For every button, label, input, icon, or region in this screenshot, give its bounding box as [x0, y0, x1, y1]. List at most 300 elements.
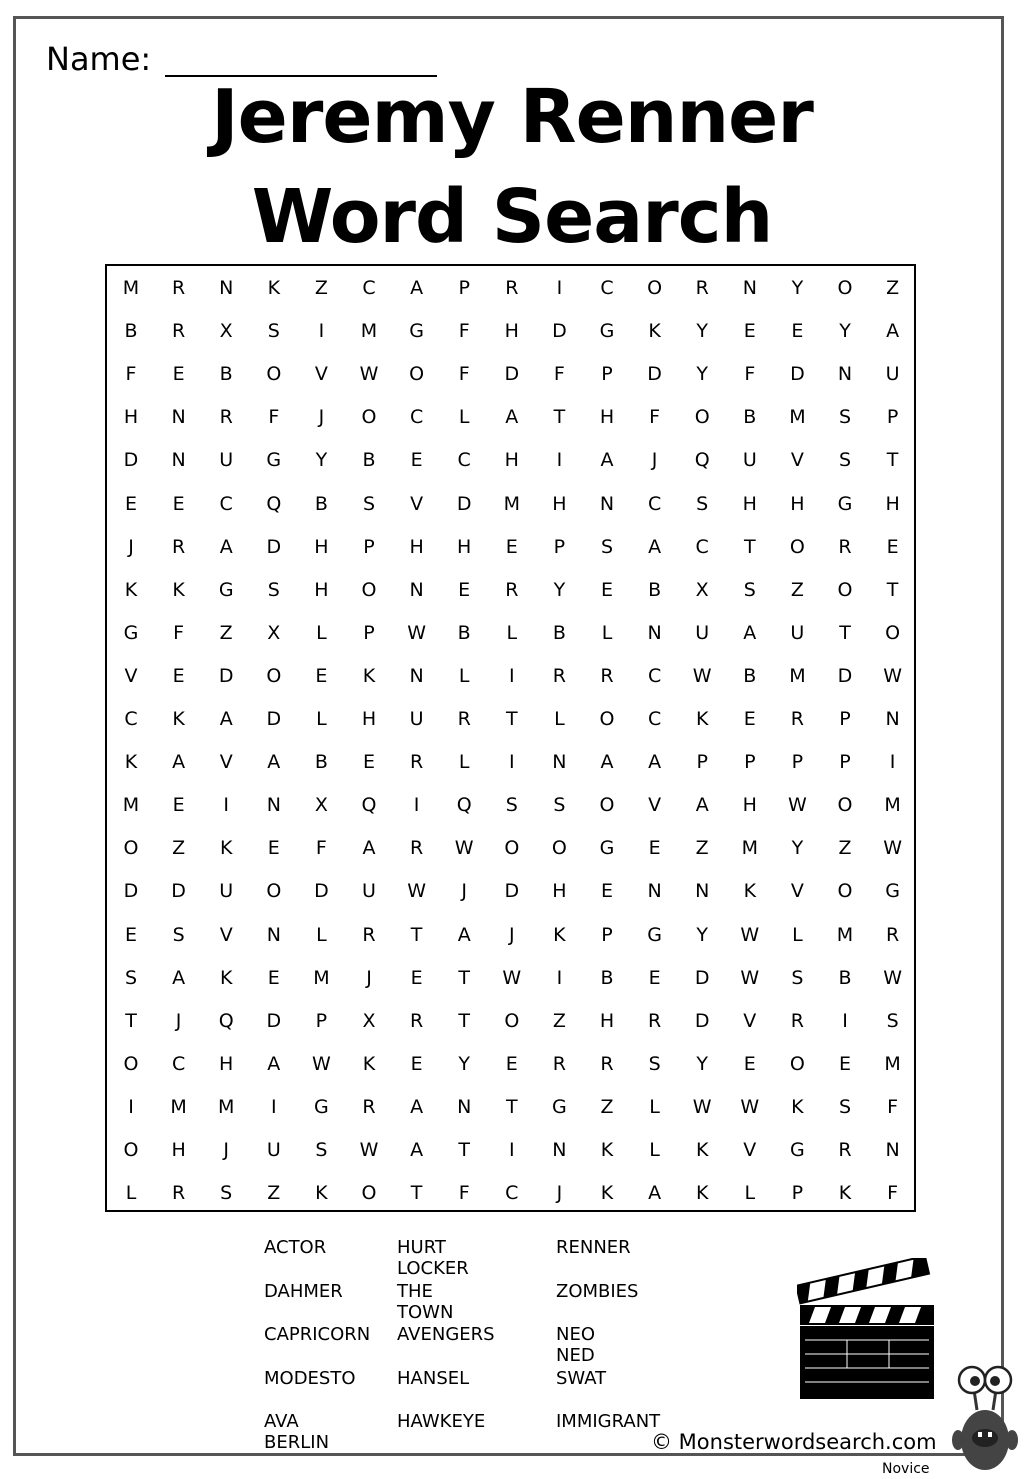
- grid-letter[interactable]: R: [409, 751, 424, 774]
- grid-letter[interactable]: D: [552, 320, 567, 343]
- grid-letter[interactable]: K: [695, 708, 709, 730]
- grid-letter[interactable]: T: [410, 923, 423, 946]
- grid-letter[interactable]: C: [124, 708, 138, 730]
- grid-letter[interactable]: I: [223, 794, 229, 817]
- grid-letter[interactable]: A: [410, 1095, 424, 1118]
- grid-letter[interactable]: D: [171, 880, 186, 903]
- grid-letter[interactable]: V: [790, 880, 804, 903]
- grid-letter[interactable]: Y: [696, 320, 708, 343]
- grid-letter[interactable]: B: [457, 621, 471, 644]
- grid-letter[interactable]: E: [172, 492, 185, 515]
- grid-letter[interactable]: H: [504, 320, 519, 343]
- grid-letter[interactable]: I: [270, 1095, 277, 1118]
- grid-letter[interactable]: S: [124, 966, 138, 989]
- grid-letter[interactable]: X: [362, 1009, 376, 1032]
- grid-letter[interactable]: S: [838, 406, 852, 429]
- grid-letter[interactable]: R: [171, 535, 186, 558]
- grid-letter[interactable]: V: [124, 664, 138, 687]
- grid-letter[interactable]: B: [362, 449, 376, 472]
- grid-letter[interactable]: P: [601, 923, 613, 946]
- grid-letter[interactable]: L: [506, 621, 518, 644]
- grid-letter[interactable]: H: [123, 406, 139, 429]
- grid-letter[interactable]: M: [122, 277, 140, 299]
- grid-letter[interactable]: O: [409, 363, 425, 386]
- grid-letter[interactable]: P: [696, 751, 708, 774]
- grid-letter[interactable]: O: [551, 837, 567, 860]
- grid-letter[interactable]: T: [553, 406, 566, 429]
- grid-letter[interactable]: R: [219, 406, 233, 429]
- grid-letter[interactable]: X: [267, 621, 281, 644]
- grid-letter[interactable]: C: [647, 664, 662, 687]
- grid-letter[interactable]: E: [648, 837, 661, 860]
- grid-letter[interactable]: I: [508, 1139, 515, 1161]
- grid-letter[interactable]: C: [409, 406, 424, 429]
- grid-letter[interactable]: S: [838, 1095, 852, 1118]
- grid-letter[interactable]: V: [219, 751, 233, 774]
- grid-letter[interactable]: G: [409, 320, 424, 343]
- grid-letter[interactable]: E: [124, 923, 137, 946]
- grid-letter[interactable]: P: [315, 1009, 328, 1032]
- grid-letter[interactable]: E: [410, 1052, 423, 1075]
- grid-letter[interactable]: Y: [315, 449, 328, 472]
- grid-letter[interactable]: B: [648, 578, 662, 601]
- grid-letter[interactable]: E: [172, 363, 185, 386]
- grid-letter[interactable]: R: [552, 1052, 566, 1075]
- grid-letter[interactable]: V: [410, 492, 424, 515]
- grid-letter[interactable]: E: [743, 708, 756, 730]
- grid-letter[interactable]: T: [886, 578, 899, 601]
- grid-letter[interactable]: E: [886, 535, 899, 558]
- grid-letter[interactable]: V: [219, 923, 233, 946]
- grid-letter[interactable]: A: [648, 535, 662, 558]
- grid-letter[interactable]: Z: [314, 277, 328, 299]
- grid-letter[interactable]: S: [648, 1052, 661, 1075]
- grid-letter[interactable]: J: [461, 880, 467, 903]
- grid-letter[interactable]: W: [311, 1052, 331, 1075]
- grid-letter[interactable]: D: [790, 363, 805, 386]
- grid-letter[interactable]: D: [123, 880, 139, 903]
- grid-letter[interactable]: O: [361, 406, 377, 429]
- grid-letter[interactable]: O: [837, 277, 853, 299]
- grid-letter[interactable]: J: [175, 1009, 182, 1032]
- grid-letter[interactable]: K: [362, 1052, 376, 1075]
- grid-letter[interactable]: A: [505, 406, 519, 429]
- grid-letter[interactable]: R: [171, 1182, 186, 1205]
- grid-letter[interactable]: P: [791, 751, 804, 774]
- grid-letter[interactable]: I: [128, 1095, 134, 1118]
- grid-letter[interactable]: D: [314, 880, 329, 903]
- grid-letter[interactable]: R: [838, 1139, 852, 1161]
- grid-letter[interactable]: W: [740, 1095, 760, 1118]
- grid-letter[interactable]: X: [695, 578, 709, 601]
- grid-letter[interactable]: M: [217, 1095, 235, 1118]
- grid-letter[interactable]: K: [695, 1139, 709, 1161]
- grid-letter[interactable]: X: [314, 794, 328, 817]
- grid-letter[interactable]: R: [362, 1095, 376, 1118]
- grid-letter[interactable]: M: [789, 664, 806, 687]
- grid-letter[interactable]: Q: [266, 492, 282, 515]
- grid-letter[interactable]: L: [125, 1182, 137, 1205]
- grid-letter[interactable]: W: [692, 664, 712, 687]
- grid-letter[interactable]: V: [314, 363, 328, 386]
- grid-letter[interactable]: E: [124, 492, 137, 515]
- grid-letter[interactable]: S: [838, 449, 852, 472]
- grid-letter[interactable]: N: [599, 492, 615, 515]
- grid-letter[interactable]: I: [889, 751, 896, 774]
- grid-letter[interactable]: O: [837, 578, 853, 601]
- grid-letter[interactable]: Y: [839, 320, 851, 343]
- grid-letter[interactable]: Z: [886, 277, 900, 299]
- grid-letter[interactable]: U: [266, 1139, 281, 1161]
- grid-letter[interactable]: S: [600, 535, 614, 558]
- grid-letter[interactable]: L: [316, 708, 327, 730]
- grid-letter[interactable]: P: [553, 535, 566, 558]
- grid-letter[interactable]: S: [315, 1139, 328, 1161]
- grid-letter[interactable]: P: [601, 363, 613, 386]
- grid-letter[interactable]: T: [458, 1139, 470, 1161]
- grid-letter[interactable]: K: [219, 966, 233, 989]
- grid-letter[interactable]: J: [366, 966, 372, 989]
- grid-letter[interactable]: R: [552, 664, 566, 687]
- grid-letter[interactable]: M: [122, 794, 140, 817]
- grid-letter[interactable]: E: [315, 664, 328, 687]
- grid-letter[interactable]: G: [647, 923, 662, 946]
- grid-letter[interactable]: W: [740, 923, 760, 946]
- grid-letter[interactable]: U: [695, 621, 710, 644]
- grid-letter[interactable]: N: [742, 277, 757, 299]
- grid-letter[interactable]: K: [743, 880, 757, 903]
- grid-letter[interactable]: I: [842, 1009, 848, 1032]
- grid-letter[interactable]: W: [359, 1139, 379, 1161]
- grid-letter[interactable]: H: [742, 492, 757, 515]
- grid-letter[interactable]: K: [315, 1182, 328, 1205]
- grid-letter[interactable]: H: [219, 1052, 234, 1075]
- grid-letter[interactable]: U: [409, 708, 424, 730]
- grid-letter[interactable]: P: [839, 708, 851, 730]
- grid-letter[interactable]: H: [790, 492, 805, 515]
- grid-letter[interactable]: Y: [791, 277, 804, 299]
- grid-letter[interactable]: C: [457, 449, 471, 472]
- grid-letter[interactable]: K: [172, 708, 185, 730]
- grid-letter[interactable]: H: [599, 1009, 615, 1032]
- grid-letter[interactable]: K: [362, 664, 376, 687]
- grid-letter[interactable]: W: [407, 621, 426, 644]
- grid-letter[interactable]: A: [600, 449, 614, 472]
- grid-letter[interactable]: B: [314, 492, 328, 515]
- grid-letter[interactable]: F: [173, 621, 185, 644]
- grid-letter[interactable]: P: [744, 751, 756, 774]
- grid-letter[interactable]: Z: [267, 1182, 281, 1205]
- grid-letter[interactable]: K: [600, 1139, 614, 1161]
- grid-letter[interactable]: G: [885, 880, 900, 903]
- grid-letter[interactable]: O: [599, 708, 615, 730]
- grid-letter[interactable]: R: [790, 708, 804, 730]
- grid-letter[interactable]: O: [694, 406, 710, 429]
- grid-letter[interactable]: D: [837, 664, 853, 687]
- grid-letter[interactable]: G: [314, 1095, 329, 1118]
- grid-letter[interactable]: D: [218, 664, 234, 687]
- grid-letter[interactable]: K: [791, 1095, 804, 1118]
- grid-letter[interactable]: L: [458, 751, 470, 774]
- grid-letter[interactable]: G: [266, 449, 282, 472]
- grid-letter[interactable]: E: [172, 794, 185, 817]
- grid-letter[interactable]: F: [553, 363, 565, 386]
- grid-letter[interactable]: D: [266, 1009, 282, 1032]
- grid-letter[interactable]: Z: [838, 837, 852, 860]
- grid-letter[interactable]: D: [694, 1009, 710, 1032]
- grid-letter[interactable]: S: [553, 794, 566, 817]
- grid-letter[interactable]: R: [790, 1009, 804, 1032]
- grid-letter[interactable]: A: [410, 277, 424, 299]
- grid-letter[interactable]: D: [647, 363, 662, 386]
- grid-letter[interactable]: F: [458, 363, 470, 386]
- grid-letter[interactable]: H: [885, 492, 900, 515]
- grid-letter[interactable]: N: [695, 880, 710, 903]
- grid-letter[interactable]: O: [361, 1182, 377, 1205]
- grid-letter[interactable]: H: [457, 535, 472, 558]
- grid-letter[interactable]: E: [648, 966, 661, 989]
- grid-letter[interactable]: Z: [695, 837, 709, 860]
- grid-letter[interactable]: R: [600, 1052, 614, 1075]
- grid-letter[interactable]: L: [649, 1139, 660, 1161]
- grid-letter[interactable]: H: [742, 794, 757, 817]
- grid-letter[interactable]: R: [409, 837, 424, 860]
- grid-letter[interactable]: S: [362, 492, 376, 515]
- grid-letter[interactable]: A: [410, 1139, 424, 1161]
- grid-letter[interactable]: F: [458, 320, 470, 343]
- grid-letter[interactable]: H: [314, 535, 329, 558]
- grid-letter[interactable]: D: [504, 363, 520, 386]
- grid-letter[interactable]: N: [837, 363, 853, 386]
- grid-letter[interactable]: H: [361, 708, 377, 730]
- grid-letter[interactable]: Q: [456, 794, 472, 817]
- grid-letter[interactable]: O: [266, 880, 282, 903]
- grid-letter[interactable]: N: [647, 880, 662, 903]
- grid-letter[interactable]: Z: [600, 1095, 614, 1118]
- grid-letter[interactable]: E: [172, 664, 185, 687]
- grid-letter[interactable]: Z: [552, 1009, 566, 1032]
- grid-letter[interactable]: H: [599, 406, 615, 429]
- grid-letter[interactable]: M: [360, 320, 378, 343]
- grid-letter[interactable]: D: [456, 492, 472, 515]
- grid-letter[interactable]: N: [266, 923, 281, 946]
- grid-letter[interactable]: B: [314, 751, 328, 774]
- grid-letter[interactable]: O: [504, 837, 520, 860]
- grid-letter[interactable]: W: [740, 966, 760, 989]
- grid-letter[interactable]: Q: [361, 794, 377, 817]
- grid-letter[interactable]: G: [599, 837, 615, 860]
- grid-letter[interactable]: E: [505, 535, 518, 558]
- grid-letter[interactable]: F: [458, 1182, 470, 1205]
- grid-letter[interactable]: L: [554, 708, 565, 730]
- grid-letter[interactable]: U: [790, 621, 805, 644]
- grid-letter[interactable]: G: [790, 1139, 805, 1161]
- grid-letter[interactable]: O: [837, 880, 853, 903]
- grid-letter[interactable]: H: [552, 492, 567, 515]
- grid-letter[interactable]: L: [792, 923, 803, 946]
- grid-letter[interactable]: C: [362, 277, 376, 299]
- grid-letter[interactable]: R: [362, 923, 376, 946]
- grid-letter[interactable]: O: [599, 794, 615, 817]
- grid-letter[interactable]: L: [744, 1182, 756, 1205]
- grid-letter[interactable]: T: [458, 966, 470, 989]
- grid-letter[interactable]: K: [172, 578, 185, 601]
- grid-letter[interactable]: N: [552, 1139, 567, 1161]
- grid-letter[interactable]: L: [458, 406, 470, 429]
- grid-letter[interactable]: R: [505, 578, 519, 601]
- grid-letter[interactable]: I: [318, 320, 325, 343]
- grid-letter[interactable]: T: [505, 1095, 518, 1118]
- grid-letter[interactable]: F: [315, 837, 327, 860]
- grid-letter[interactable]: R: [171, 320, 186, 343]
- grid-letter[interactable]: A: [267, 751, 281, 774]
- grid-letter[interactable]: H: [171, 1139, 186, 1161]
- grid-letter[interactable]: P: [363, 535, 375, 558]
- grid-letter[interactable]: W: [883, 837, 902, 860]
- grid-letter[interactable]: E: [791, 320, 804, 343]
- grid-letter[interactable]: A: [743, 621, 757, 644]
- grid-letter[interactable]: S: [505, 794, 518, 817]
- grid-letter[interactable]: O: [123, 1139, 139, 1161]
- grid-letter[interactable]: J: [508, 923, 515, 946]
- grid-letter[interactable]: U: [362, 880, 376, 903]
- grid-letter[interactable]: J: [318, 406, 325, 429]
- grid-letter[interactable]: M: [170, 1095, 187, 1118]
- grid-letter[interactable]: N: [647, 621, 662, 644]
- grid-letter[interactable]: E: [505, 1052, 518, 1075]
- grid-letter[interactable]: R: [838, 535, 852, 558]
- grid-letter[interactable]: E: [600, 880, 613, 903]
- grid-letter[interactable]: O: [504, 1009, 520, 1032]
- grid-letter[interactable]: R: [171, 277, 186, 299]
- grid-letter[interactable]: E: [838, 1052, 851, 1075]
- grid-letter[interactable]: P: [363, 621, 375, 644]
- grid-letter[interactable]: L: [458, 664, 470, 687]
- grid-letter[interactable]: I: [508, 751, 515, 774]
- grid-letter[interactable]: C: [505, 1182, 519, 1205]
- grid-letter[interactable]: K: [553, 923, 566, 946]
- grid-letter[interactable]: M: [884, 794, 901, 817]
- grid-letter[interactable]: O: [123, 1052, 139, 1075]
- grid-letter[interactable]: P: [458, 277, 470, 299]
- grid-letter[interactable]: N: [409, 578, 424, 601]
- grid-letter[interactable]: V: [743, 1009, 757, 1032]
- grid-letter[interactable]: B: [838, 966, 852, 989]
- grid-letter[interactable]: W: [883, 966, 902, 989]
- grid-letter[interactable]: A: [600, 751, 614, 774]
- grid-letter[interactable]: B: [743, 664, 757, 687]
- grid-letter[interactable]: T: [125, 1009, 137, 1032]
- grid-letter[interactable]: W: [407, 880, 426, 903]
- grid-letter[interactable]: S: [696, 492, 709, 515]
- grid-letter[interactable]: B: [743, 406, 757, 429]
- grid-letter[interactable]: U: [219, 449, 234, 472]
- grid-letter[interactable]: C: [647, 708, 662, 730]
- grid-letter[interactable]: N: [409, 664, 424, 687]
- grid-letter[interactable]: W: [787, 794, 807, 817]
- grid-letter[interactable]: A: [172, 751, 186, 774]
- grid-letter[interactable]: O: [789, 535, 805, 558]
- grid-letter[interactable]: S: [267, 320, 280, 343]
- grid-letter[interactable]: P: [791, 1182, 804, 1205]
- grid-letter[interactable]: D: [123, 449, 139, 472]
- grid-letter[interactable]: N: [885, 1139, 900, 1161]
- grid-letter[interactable]: Z: [172, 837, 186, 860]
- grid-letter[interactable]: O: [266, 664, 282, 687]
- grid-letter[interactable]: O: [647, 277, 663, 299]
- grid-letter[interactable]: A: [362, 837, 376, 860]
- grid-letter[interactable]: G: [552, 1095, 567, 1118]
- grid-letter[interactable]: O: [789, 1052, 805, 1075]
- grid-letter[interactable]: H: [409, 535, 424, 558]
- grid-letter[interactable]: E: [458, 578, 471, 601]
- grid-letter[interactable]: A: [695, 794, 709, 817]
- grid-letter[interactable]: G: [599, 320, 615, 343]
- grid-letter[interactable]: T: [886, 449, 899, 472]
- grid-letter[interactable]: Y: [458, 1052, 470, 1075]
- grid-letter[interactable]: R: [600, 664, 614, 687]
- grid-letter[interactable]: G: [837, 492, 853, 515]
- grid-letter[interactable]: M: [836, 923, 854, 946]
- grid-letter[interactable]: H: [552, 880, 567, 903]
- grid-letter[interactable]: E: [743, 320, 756, 343]
- grid-letter[interactable]: W: [502, 966, 522, 989]
- grid-letter[interactable]: D: [266, 535, 282, 558]
- grid-letter[interactable]: O: [266, 363, 282, 386]
- grid-letter[interactable]: R: [647, 1009, 662, 1032]
- grid-letter[interactable]: S: [267, 578, 280, 601]
- grid-letter[interactable]: N: [266, 794, 281, 817]
- grid-letter[interactable]: G: [123, 621, 139, 644]
- grid-letter[interactable]: S: [886, 1009, 899, 1032]
- grid-letter[interactable]: V: [648, 794, 662, 817]
- grid-letter[interactable]: D: [266, 708, 282, 730]
- grid-letter[interactable]: U: [742, 449, 757, 472]
- grid-letter[interactable]: R: [457, 708, 471, 730]
- grid-letter[interactable]: G: [218, 578, 234, 601]
- grid-letter[interactable]: S: [172, 923, 185, 946]
- grid-letter[interactable]: D: [694, 966, 710, 989]
- grid-letter[interactable]: K: [695, 1182, 709, 1205]
- grid-letter[interactable]: Z: [790, 578, 804, 601]
- grid-letter[interactable]: U: [885, 363, 900, 386]
- grid-letter[interactable]: V: [743, 1139, 757, 1161]
- grid-letter[interactable]: A: [219, 708, 233, 730]
- grid-letter[interactable]: M: [789, 406, 806, 429]
- grid-letter[interactable]: I: [556, 449, 563, 472]
- grid-letter[interactable]: W: [359, 363, 379, 386]
- grid-letter[interactable]: Y: [696, 923, 708, 946]
- grid-letter[interactable]: A: [219, 535, 233, 558]
- grid-letter[interactable]: B: [600, 966, 614, 989]
- grid-letter[interactable]: T: [410, 1182, 423, 1205]
- grid-letter[interactable]: O: [837, 794, 853, 817]
- grid-letter[interactable]: F: [744, 363, 756, 386]
- grid-letter[interactable]: S: [743, 578, 756, 601]
- grid-letter[interactable]: W: [454, 837, 474, 860]
- grid-letter[interactable]: I: [413, 794, 420, 817]
- grid-letter[interactable]: J: [651, 449, 658, 472]
- grid-letter[interactable]: W: [692, 1095, 712, 1118]
- grid-letter[interactable]: H: [504, 449, 519, 472]
- grid-letter[interactable]: F: [125, 363, 137, 386]
- grid-letter[interactable]: T: [458, 1009, 470, 1032]
- grid-letter[interactable]: H: [314, 578, 329, 601]
- grid-letter[interactable]: X: [219, 320, 233, 343]
- grid-letter[interactable]: N: [171, 406, 186, 429]
- grid-letter[interactable]: N: [457, 1095, 472, 1118]
- grid-letter[interactable]: N: [171, 449, 186, 472]
